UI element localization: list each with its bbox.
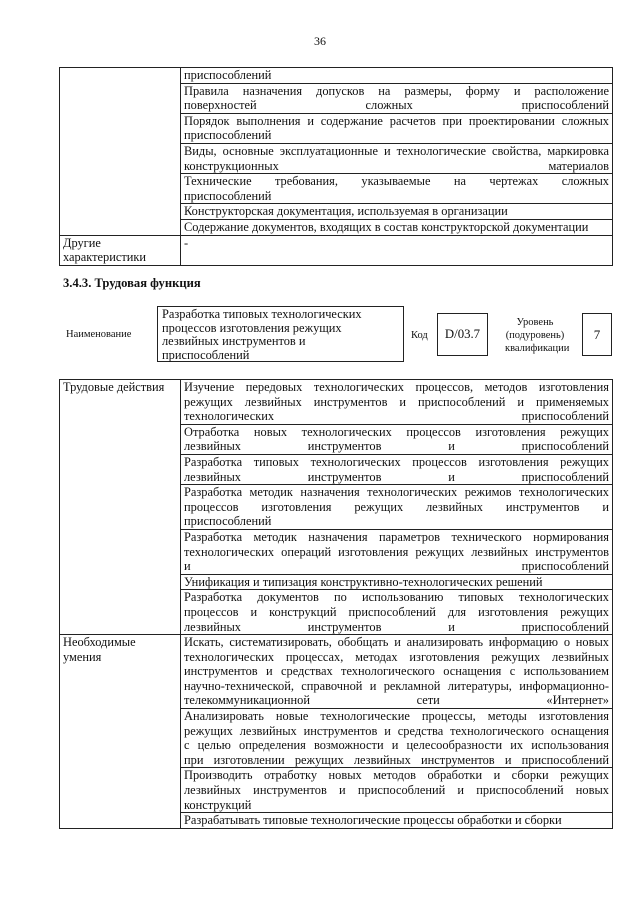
skill-item-line: Производить отработку новых методов обработки и сборки режущих <box>184 768 609 783</box>
labor-action-item <box>181 380 613 425</box>
skill-item-line: конструкций <box>184 797 252 812</box>
knowledge-item-line: Виды, основные эксплуатационные и технологические свойства, маркировка <box>184 143 609 158</box>
skill-item <box>181 813 613 829</box>
name-label: Наименование <box>66 329 132 340</box>
table-row <box>60 380 613 425</box>
skill-item-line: лезвийных инструментов и приспособлений и приспособлений новых <box>184 783 609 798</box>
labor-action-item-line: технологических приспособлений <box>184 409 609 424</box>
labor-action-item <box>181 590 613 635</box>
skill-item-line: Анализировать новые технологические процессы, методы изготовления <box>184 709 609 724</box>
knowledge-item-line: поверхностей сложных приспособлений <box>184 98 609 113</box>
skill-item-line: технологических процессах, методах изготовления режущих лезвийных <box>184 649 609 664</box>
function-name-line: процессов изготовления режущих <box>162 320 342 335</box>
labor-action-item <box>181 574 613 590</box>
other-label-line: характеристики <box>63 250 147 265</box>
knowledge-item-line: Правила назначения допусков на размеры, форму и расположение <box>184 83 609 98</box>
skill-item-line: телекоммуникационной сети «Интернет» <box>184 693 609 708</box>
knowledge-item-line: конструкционных материалов <box>184 158 609 173</box>
labor-action-item-line: лезвийных инструментов и приспособлений <box>184 619 609 634</box>
labor-action-item-line: Отработка новых технологических процессов изготовления режущих <box>184 424 609 439</box>
knowledge-item <box>181 113 613 143</box>
knowledge-item <box>181 174 613 204</box>
knowledge-item-line: Содержание документов, входящих в состав конструкторской документации <box>184 219 589 234</box>
function-name-line: приспособлений <box>162 347 250 362</box>
row-group-label-line: Необходимые <box>63 635 136 650</box>
knowledge-item <box>181 219 613 235</box>
skill-item-line: инструментов и средствах технологического оснащения с использованием <box>184 664 609 679</box>
labor-action-item <box>181 454 613 484</box>
knowledge-item-line: Порядок выполнения и содержание расчетов при проектировании сложных <box>184 113 609 128</box>
skill-item <box>181 709 613 768</box>
other-characteristics-value: - <box>181 235 613 265</box>
labor-action-item-line: технологических операций изготовления режущих лезвийных инструментов <box>184 544 609 559</box>
labor-action-item-line: процессов и конструкций приспособлений для изготовления режущих <box>184 604 609 619</box>
labor-action-item-line: Разработка методик назначения параметров технического нормирования <box>184 529 609 544</box>
labor-action-item <box>181 424 613 454</box>
knowledge-continuation-table <box>59 67 613 266</box>
labor-action-item-line: лезвийных инструментов и приспособлений <box>184 439 609 454</box>
level-label-line: Уровень <box>516 317 554 328</box>
row-group-label <box>60 68 181 236</box>
knowledge-item-line: Конструкторская документация, используемая в организации <box>184 204 508 219</box>
page-number: 36 <box>314 34 326 48</box>
knowledge-item-line: приспособлений <box>184 128 272 143</box>
level-label-line: квалификации <box>505 343 570 354</box>
function-name-line: лезвийных инструментов и <box>162 334 306 349</box>
skill-item <box>181 635 613 709</box>
labor-action-item-line: Унификация и типизация конструктивно-технологических решений <box>184 574 543 589</box>
function-name-line: Разработка типовых технологических <box>162 307 362 321</box>
knowledge-item-line: приспособлений <box>184 68 272 82</box>
other-characteristics-label <box>60 235 181 265</box>
knowledge-item <box>181 83 613 113</box>
labor-action-item-line: и приспособлений <box>184 559 609 574</box>
labor-action-item-line: процессов изготовления режущих лезвийных инструментов и <box>184 499 609 514</box>
other-label-line: Другие <box>63 235 101 250</box>
table-row <box>60 235 613 265</box>
labor-action-item-line: Изучение передовых технологических процессов, методов изготовления <box>184 380 609 394</box>
skill-item-line: Искать, систематизировать, обобщать и анализировать информацию о новых <box>184 635 609 650</box>
labor-action-item-line: приспособлений <box>184 514 272 529</box>
knowledge-item <box>181 143 613 173</box>
section-title: 3.4.3. Трудовая функция <box>63 276 201 290</box>
function-name-box <box>157 306 404 362</box>
skill-item-line: при изготовлении режущих лезвийных инструментов и приспособлений <box>184 752 609 767</box>
skill-item-line: с целью определения возможности и целесообразности их использования <box>184 738 609 753</box>
skill-item-line: Разрабатывать типовые технологические процессы обработки и сборки <box>184 813 562 828</box>
skills-label <box>60 635 181 829</box>
table-row <box>60 635 613 709</box>
knowledge-item <box>181 204 613 220</box>
labor-action-item-line: лезвийных инструментов и приспособлений <box>184 469 609 484</box>
code-value: D/03.7 <box>437 313 488 356</box>
level-value: 7 <box>582 313 612 356</box>
labor-action-item-line: режущих лезвийных инструментов и приспособлений и применяемых <box>184 394 609 409</box>
skill-item <box>181 768 613 813</box>
code-label: Код <box>411 330 428 341</box>
table-row <box>60 68 613 84</box>
labor-action-item <box>181 529 613 574</box>
skill-item-line: режущих лезвийных инструментов и средства технологического оснащения <box>184 723 609 738</box>
level-label-line: (подуровень) <box>505 330 565 341</box>
skill-item-line: научно-технической, справочной и рекламной литературы, информационно- <box>184 678 609 693</box>
knowledge-item <box>181 68 613 84</box>
knowledge-item-line: Технические требования, указываемые на чертежах сложных <box>184 174 609 189</box>
labor-action-item-line: Разработка документов по использованию типовых технологических <box>184 590 609 605</box>
row-group-label-line: умения <box>63 649 102 664</box>
labor-function-table <box>59 379 613 829</box>
labor-action-item <box>181 485 613 530</box>
labor-actions-label: Трудовые действия <box>60 380 181 635</box>
labor-action-item-line: Разработка методик назначения технологических режимов технологических <box>184 485 609 500</box>
level-label <box>505 316 570 355</box>
labor-action-item-line: Разработка типовых технологических процессов изготовления режущих <box>184 454 609 469</box>
knowledge-item-line: приспособлений <box>184 188 272 203</box>
